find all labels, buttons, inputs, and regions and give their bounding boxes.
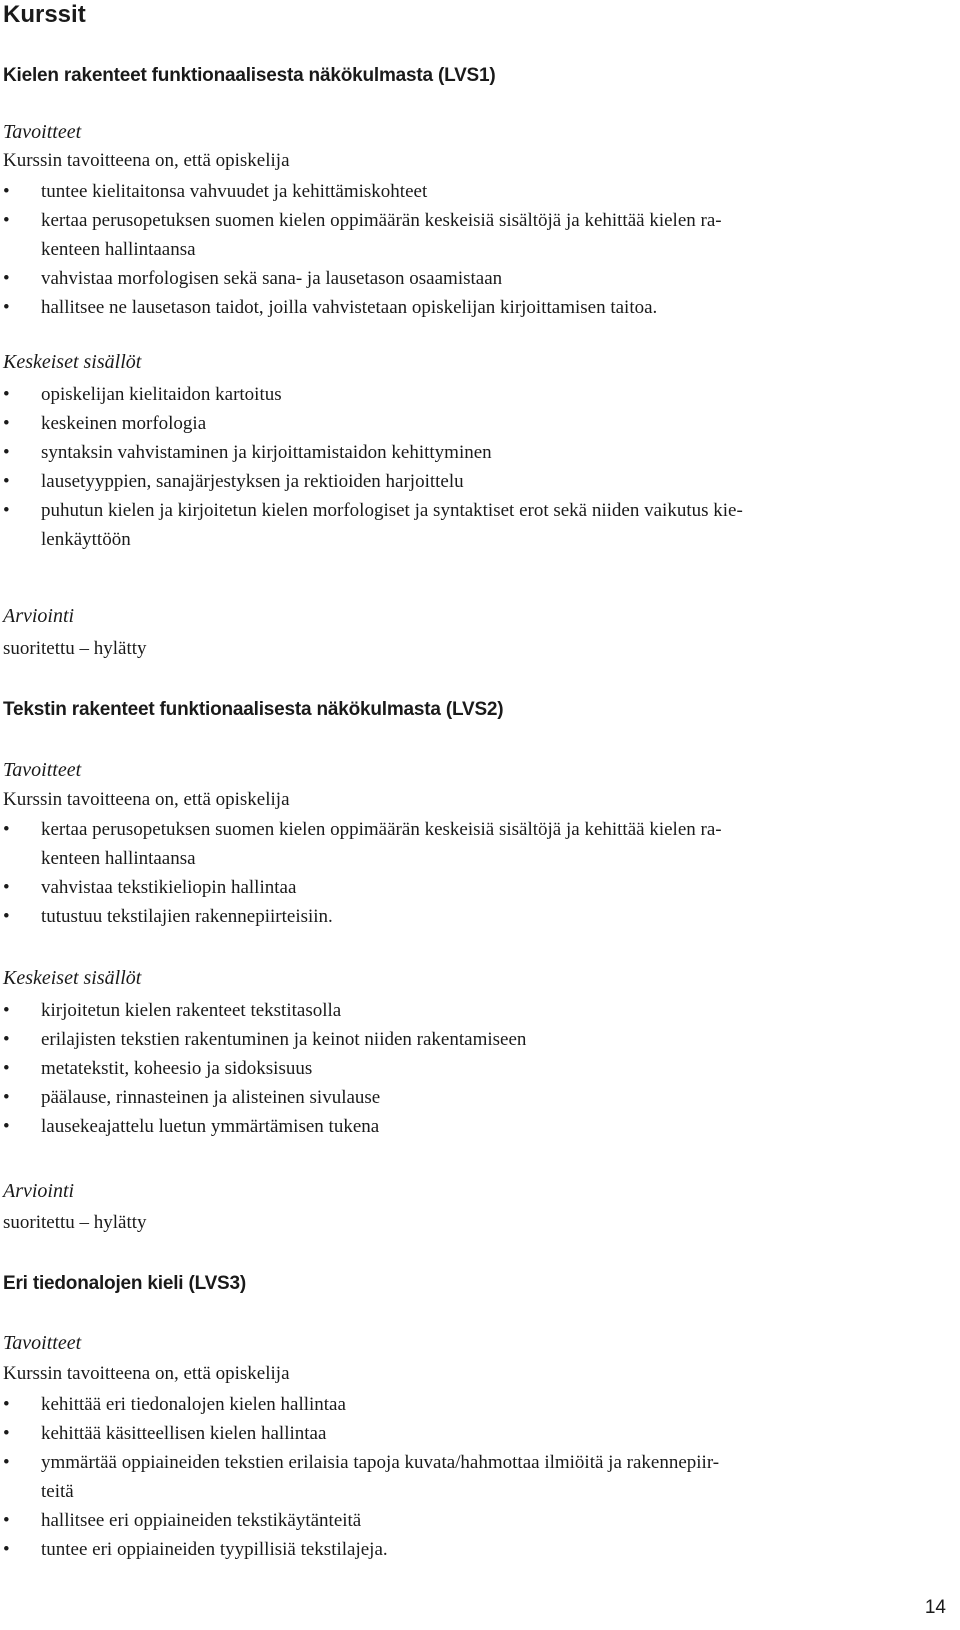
assessment-heading: Arviointi — [3, 605, 75, 627]
course-title: Kielen rakenteet funktionaalisesta näkökulmasta (LVS1) — [3, 65, 496, 86]
bullet: • — [3, 1452, 10, 1473]
course-title: Tekstin rakenteet funktionaalisesta näkökulmasta (LVS2) — [3, 699, 504, 720]
bullet: • — [3, 471, 10, 492]
goals-intro: Kurssin tavoitteena on, että opiskelija — [3, 150, 290, 171]
bullet: • — [3, 1058, 10, 1079]
goals-intro: Kurssin tavoitteena on, että opiskelija — [3, 1363, 290, 1384]
assessment-value: suoritettu – hylätty — [3, 1212, 147, 1233]
bullet: • — [3, 906, 10, 927]
goals-heading: Tavoitteet — [3, 1332, 82, 1354]
bullet: • — [3, 1000, 10, 1021]
course-title: Eri tiedonalojen kieli (LVS3) — [3, 1273, 247, 1294]
bullet: • — [3, 819, 10, 840]
assessment-value: suoritettu – hylätty — [3, 638, 147, 659]
bullet: • — [3, 297, 10, 318]
bullet: • — [3, 877, 10, 898]
goals-heading: Tavoitteet — [3, 759, 82, 781]
goals-heading: Tavoitteet — [3, 121, 82, 143]
bullet: • — [3, 1116, 10, 1137]
bullet: • — [3, 1029, 10, 1050]
bullet: • — [3, 413, 10, 434]
bullet: • — [3, 1394, 10, 1415]
page-title: Kurssit — [3, 1, 86, 28]
bullet: • — [3, 1510, 10, 1531]
bullet: • — [3, 1539, 10, 1560]
bullet: • — [3, 1087, 10, 1108]
bullet: • — [3, 181, 10, 202]
goals-intro: Kurssin tavoitteena on, että opiskelija — [3, 789, 290, 810]
bullet: • — [3, 384, 10, 405]
bullet: • — [3, 500, 10, 521]
page-number: 14 — [924, 1597, 946, 1618]
bullet: • — [3, 1423, 10, 1444]
content-heading: Keskeiset sisällöt — [3, 967, 142, 989]
bullet: • — [3, 210, 10, 231]
bullet: • — [3, 268, 10, 289]
content-heading: Keskeiset sisällöt — [3, 351, 142, 373]
bullet: • — [3, 442, 10, 463]
assessment-heading: Arviointi — [3, 1180, 75, 1202]
